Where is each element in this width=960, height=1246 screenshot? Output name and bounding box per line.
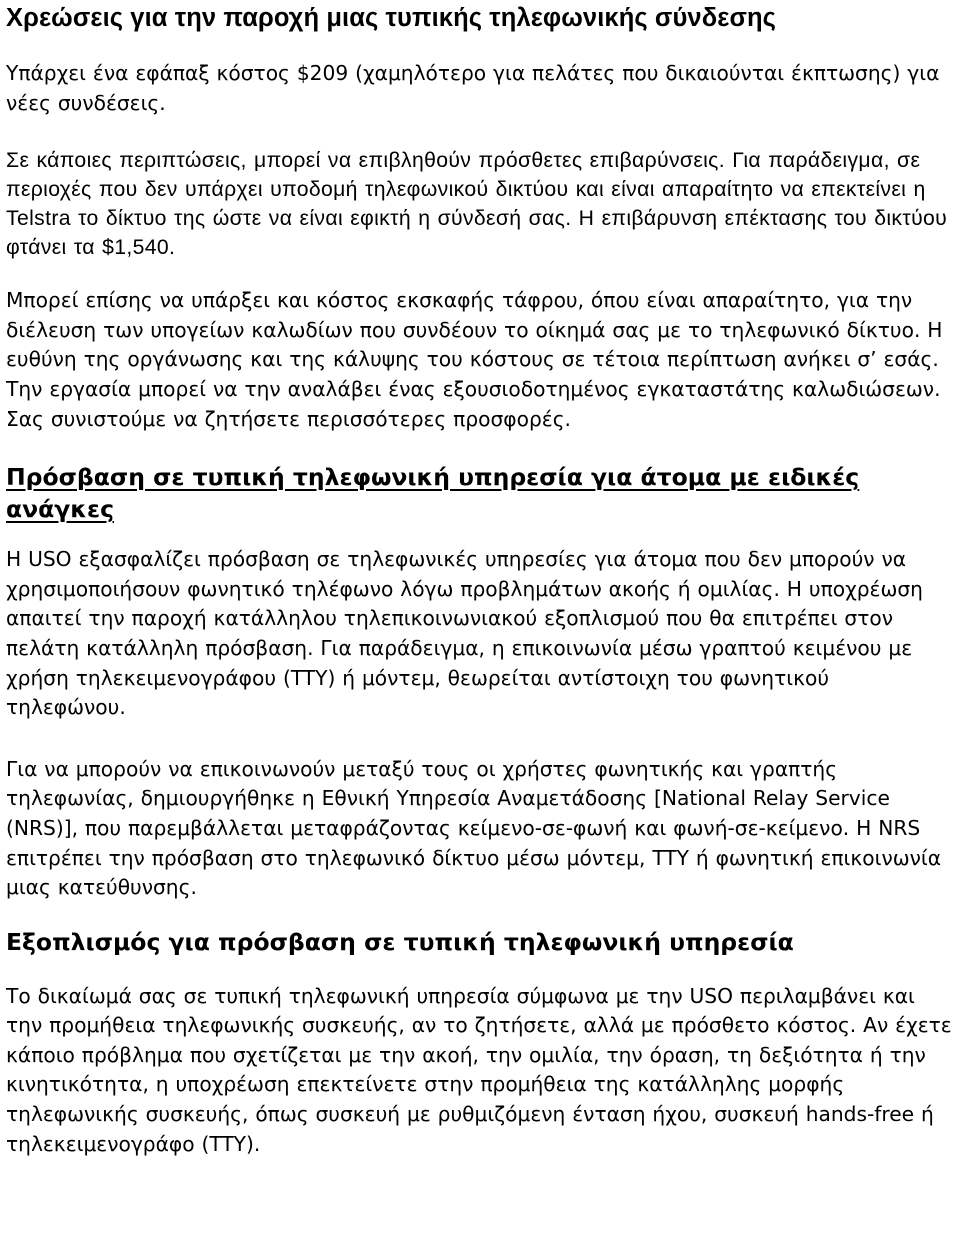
section-heading-special-needs-access: Πρόσβαση σε τυπική τηλεφωνική υπηρεσία για άτομα με ειδικές ανάγκες xyxy=(6,463,860,524)
paragraph-one-off-cost: Υπάρχει ένα εφάπαξ κόστος $209 (χαμηλότερο για πελάτες που δικαιούνται έκπτωσης) για νέες συνδέσεις. xyxy=(6,61,940,115)
paragraph-trenching-cost: Μπορεί επίσης να υπάρξει και κόστος εκσκαφής τάφρου, όπου είναι απαραίτητο, για την διέλευση των υπογείων καλωδίων που συνδέουν το οίκημά σας με το τηλεφωνικό δίκτυο. Η ευθύνη της οργάνωσης και της κάλυψης του κόστους σε τέτοια περίπτωση ανήκει σ’ εσάς. Την εργασία μπορεί να την αναλάβει ένας εξουσιοδοτημένος εγκαταστάτης καλωδιώσεων. Σας συνιστούμε να ζητήσετε περισσότερες προσφορές. xyxy=(6,288,943,431)
section-heading-equipment: Εξοπλισμός για πρόσβαση σε τυπική τηλεφωνική υπηρεσία xyxy=(6,927,794,956)
paragraph-national-relay-service: Για να μπορούν να επικοινωνούν μεταξύ τους οι χρήστες φωνητικής και γραπτής τηλεφωνίας, δημιουργήθηκε η Εθνική Υπηρεσία Αναμετάδοσης [National Relay Service (NRS)], που παρεμβάλλεται μεταφράζοντας κείμενο-σε-φωνή και φωνή-σε-κείμενο. Η NRS επιτρέπει την πρόσβαση στο τηλεφωνικό δίκτυο μέσω μόντεμ, TTY ή φωνητική επικοινωνία μιας κατεύθυνσης. xyxy=(6,756,942,900)
section-heading-connection-charges: Χρεώσεις για την παροχή μιας τυπικής τηλεφωνικής σύνδεσης xyxy=(6,4,777,32)
document-page xyxy=(0,2,960,1246)
paragraph-equipment-rights: Το δικαίωμά σας σε τυπική τηλεφωνική υπηρεσία σύμφωνα με την USO περιλαμβάνει και την προμήθεια τηλεφωνικής συσκευής, αν το ζητήσετε, αλλά με πρόσθετο κόστος. Αν έχετε κάποιο πρόβλημα που σχετίζεται με την ακοή, την ομιλία, την όραση, τη δεξιότητα ή την κινητικότητα, η υποχρέωση επεκτείνετε στην προμήθεια της κατάλληλης μορφής τηλεφωνικής συσκευής, όπως συσκευή με ρυθμιζόμενη ένταση ήχου, συσκευή hands-free ή τηλεκειμενογράφο (TTY). xyxy=(6,983,952,1156)
paragraph-additional-charges: Σε κάποιες περιπτώσεις, μπορεί να επιβληθούν πρόσθετες επιβαρύνσεις. Για παράδειγμα, σε περιοχές που δεν υπάρχει υποδομή τηλεφωνικού δικτύου και είναι απαραίτητο να επεκτείνει η Telstra το δίκτυο της ώστε να είναι εφικτή η σύνδεσή σας. Η επιβάρυνση επέκτασης του δικτύου φτάνει τα $1,540. xyxy=(6,149,948,260)
paragraph-uso-access: Η USO εξασφαλίζει πρόσβαση σε τηλεφωνικές υπηρεσίες για άτομα που δεν μπορούν να χρησιμοποιήσουν φωνητικό τηλέφωνο λόγω προβλημάτων ακοής ή ομιλίας. Η υποχρέωση απαιτεί την παροχή κατάλληλου τηλεπικοινωνιακού εξοπλισμού που θα επιτρέπει στον πελάτη κατάλληλη πρόσβαση. Για παράδειγμα, η επικοινωνία μέσω γραπτού κειμένου με χρήση τηλεκειμενογράφου (TTY) ή μόντεμ, θεωρείται αντίστοιχη του φωνητικού τηλεφώνου. xyxy=(6,547,923,720)
